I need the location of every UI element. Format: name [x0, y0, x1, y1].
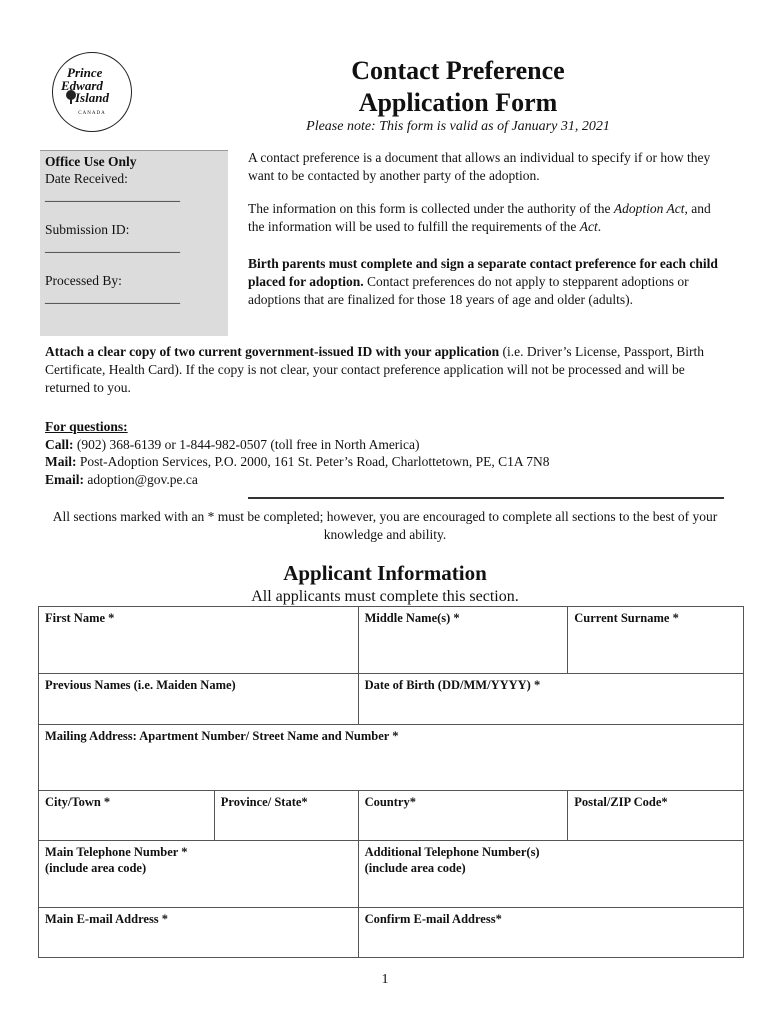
- questions-heading: For questions:: [45, 419, 128, 434]
- postal-code-field[interactable]: Postal/ZIP Code*: [568, 791, 744, 841]
- office-use-heading: Office Use Only: [45, 154, 137, 169]
- email-link[interactable]: adoption@gov.pe.ca: [84, 471, 198, 487]
- pei-logo: [52, 52, 132, 132]
- middle-name-field[interactable]: Middle Name(s) *: [358, 607, 568, 674]
- confirm-email-field[interactable]: Confirm E-mail Address*: [358, 908, 743, 958]
- submission-id-label: Submission ID:: [45, 222, 130, 237]
- submission-id-blank: ____________________: [45, 239, 180, 254]
- province-field[interactable]: Province/ State*: [214, 791, 358, 841]
- mailing-address-field[interactable]: Mailing Address: Apartment Number/ Street Name and Number *: [39, 725, 744, 791]
- date-received-label: Date Received:: [45, 171, 128, 186]
- email-line: Email: adoption@gov.pe.ca: [45, 471, 198, 487]
- form-title-line2: Application Form: [358, 88, 558, 117]
- date-of-birth-field[interactable]: Date of Birth (DD/MM/YYYY) *: [358, 674, 743, 725]
- divider: [248, 497, 724, 499]
- form-title: [250, 55, 666, 119]
- date-received-blank: ____________________: [45, 188, 180, 203]
- country-field[interactable]: Country*: [358, 791, 568, 841]
- main-email-field[interactable]: Main E-mail Address *: [39, 908, 359, 958]
- applicant-section-title: Applicant Information: [283, 561, 487, 585]
- adoption-act: Adoption Act: [613, 201, 685, 216]
- first-name-field[interactable]: First Name *: [39, 607, 359, 674]
- applicant-form-table: [38, 606, 744, 958]
- office-use-box: [40, 150, 228, 336]
- current-surname-field[interactable]: Current Surname *: [568, 607, 744, 674]
- contact-info: [45, 418, 731, 488]
- logo-text-1: Prince: [67, 65, 103, 80]
- form-title-line1: Contact Preference: [351, 56, 565, 85]
- page-number: 1: [381, 972, 389, 987]
- city-field[interactable]: City/Town *: [39, 791, 215, 841]
- mail-line: Mail: Post-Adoption Services, P.O. 2000, 161 St. Peter’s Road, Charlottetown, PE, C1A 7N8: [45, 454, 550, 469]
- previous-names-field[interactable]: Previous Names (i.e. Maiden Name): [39, 674, 359, 725]
- logo-text-3: Island: [75, 90, 109, 105]
- applicant-section-subtitle: All applicants must complete this section.: [251, 588, 519, 605]
- intro-paragraph-1: A contact preference is a document that allows an individual to specify if or how they want to be contacted by another party of the adoption.: [248, 150, 711, 183]
- validity-note: Please note: This form is valid as of January 31, 2021: [306, 119, 610, 134]
- logo-text-4: CANADA: [78, 111, 106, 116]
- main-phone-field[interactable]: Main Telephone Number * (include area code): [39, 841, 359, 908]
- attach-id-instructions: Attach a clear copy of two current government-issued ID with your application (i.e. Driver’s License, Passport, Birth Certificate, Health Card). If the copy is not clear, your contact preference application will not be processed and will be returned to you.: [45, 344, 704, 395]
- required-sections-note: All sections marked with an * must be completed; however, you are encouraged to complete all sections to the best of your knowledge and ability.: [52, 509, 718, 542]
- processed-by-blank: ____________________: [45, 290, 180, 305]
- additional-phone-field[interactable]: Additional Telephone Number(s) (include area code): [358, 841, 743, 908]
- logo-text-2: Edward: [61, 78, 103, 93]
- call-line: Call: (902) 368-6139 or 1-844-982-0507 (toll free in North America): [45, 436, 420, 452]
- processed-by-label: Processed By:: [45, 273, 122, 288]
- intro-paragraph-3: Birth parents must complete and sign a separate contact preference for each child placed for adoption. Contact preferences do not apply to stepparent adoptions or adoptions that are finalized for those 18 years of age and older (adults).: [248, 256, 718, 307]
- intro-paragraph-2: The information on this form is collected under the authority of the Adoption Act, and the information will be used to fulfill the requirements of the Act.: [248, 201, 711, 234]
